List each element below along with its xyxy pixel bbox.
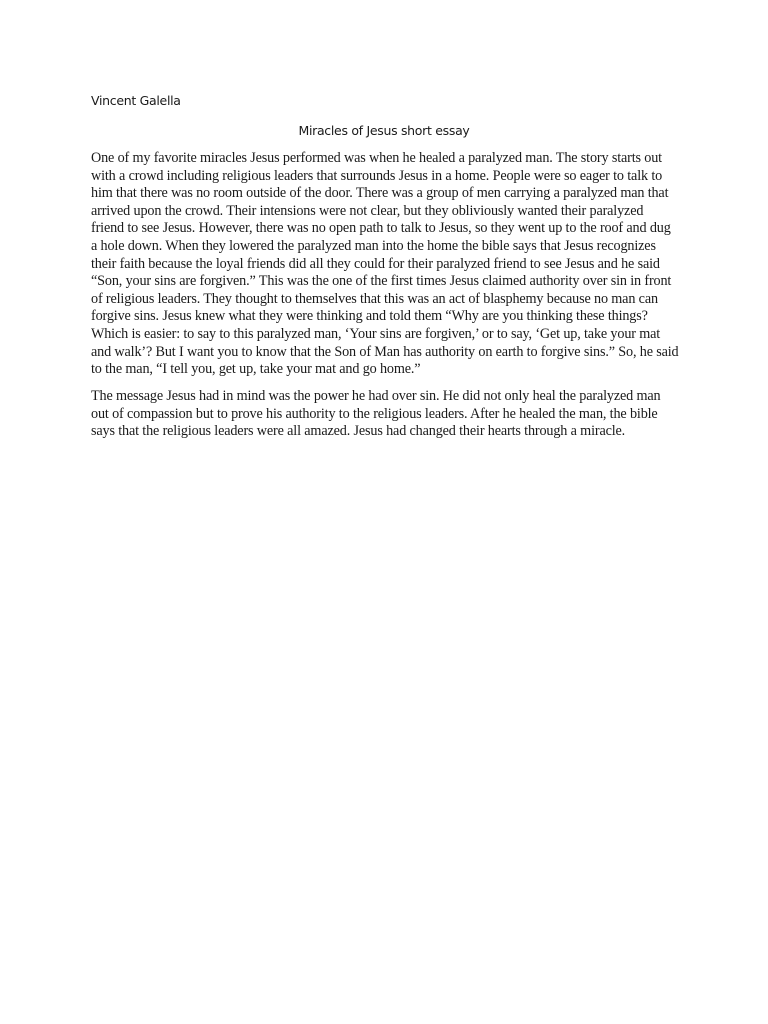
text-line: The message Jesus had in mind was the power he had over sin. He did not only heal the paralyzed man [91,388,661,404]
text-line: their faith because the loyal friends did all they could for their paralyzed friend to see Jesus and he said [91,255,660,272]
text-line: forgive sins. Jesus knew what they were thinking and told them “Why are you thinking these things? [91,308,648,325]
text-line: of religious leaders. They thought to themselves that this was an act of blasphemy because no man can [91,290,658,307]
paragraph-1 [91,150,681,379]
text-line: and walk’? But I want you to know that the Son of Man has authority on earth to forgive sins.” So, he said [91,343,679,360]
text-line: him that there was no room outside of the door. There was a group of men carrying a paralyzed man that [91,185,669,202]
text-line: One of my favorite miracles Jesus performed was when he healed a paralyzed man. The story starts out [91,150,662,166]
text-line: out of compassion but to prove his authority to the religious leaders. After he healed the man, the bible [91,405,658,422]
essay-title: Miracles of Jesus short essay [298,123,470,138]
text-line: arrived upon the crowd. Their intensions were not clear, but they obliviously wanted their paralyzed [91,202,644,219]
paragraph-2 [91,388,681,441]
text-line: friend to see Jesus. However, there was no open path to talk to Jesus, so they went up to the roof and dug [91,220,671,237]
text-line: says that the religious leaders were all amazed. Jesus had changed their hearts through a miracle. [91,423,626,440]
text-line: “Son, your sins are forgiven.” This was the one of the first times Jesus claimed authority over sin in front [91,273,672,290]
text-line: with a crowd including religious leaders that surrounds Jesus in a home. People were so eager to talk to [91,167,663,184]
text-line: a hole down. When they lowered the paralyzed man into the home the bible says that Jesus recognizes [91,237,656,254]
text-line: Which is easier: to say to this paralyzed man, ‘Your sins are forgiven,’ or to say, ‘Get up, take your mat [91,325,661,342]
text-line: to the man, “I tell you, get up, take your mat and go home.” [91,361,421,378]
author-name: Vincent Galella [91,93,181,108]
